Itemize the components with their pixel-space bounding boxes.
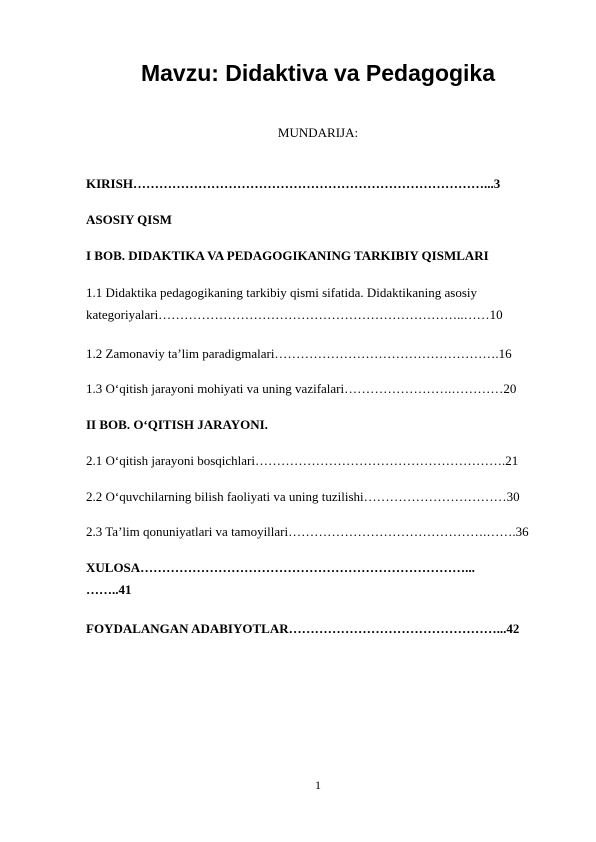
toc-entry-2-1: 2.1 O‘qitish jarayoni bosqichlari………………………………………………….21 xyxy=(86,453,519,468)
toc-entry-kirish: KIRISH………………………………………………………………………...3 xyxy=(86,176,501,191)
toc-heading: MUNDARIJA: xyxy=(277,125,359,140)
toc-entry-foydalangan-adabiyotlar: FOYDALANGAN ADABIYOTLAR…………………………………………...42 xyxy=(86,621,520,636)
page-number: 1 xyxy=(315,778,321,792)
toc-entry-chapter-2: II BOB. O‘QITISH JARAYONI. xyxy=(86,417,268,432)
document-title: Mavzu: Didaktiva va Pedagogika xyxy=(140,60,496,86)
toc-entry-2-2: 2.2 O‘quvchilarning bilish faoliyati va uning tuzilishi……………………………30 xyxy=(86,489,520,504)
toc-entry-2-3: 2.3 Ta’lim qonuniyatlari va tamoyillari……………………………………….…….36 xyxy=(86,524,529,539)
toc-entry-chapter-1: I BOB. DIDAKTIKA VA PEDAGOGIKANING TARKIBIY QISMLARI xyxy=(86,248,489,263)
toc-entry-1-2: 1.2 Zamonaviy ta’lim paradigmalari…………………………………………….16 xyxy=(86,346,512,361)
toc-entry-1-3: 1.3 O‘qitish jarayoni mohiyati va uning vazifalari…………………….…………20 xyxy=(86,381,517,396)
toc-entry-asosiy-qism: ASOSIY QISM xyxy=(86,212,172,227)
toc-entry-xulosa: XULOSA…………………………………………………………………... ……..41 xyxy=(86,560,475,597)
toc-entry-1-1: 1.1 Didaktika pedagogikaning tarkibiy qismi sifatida. Didaktikaning asosiy kategoriyalari……………………………………………………………..……10 xyxy=(86,285,503,322)
